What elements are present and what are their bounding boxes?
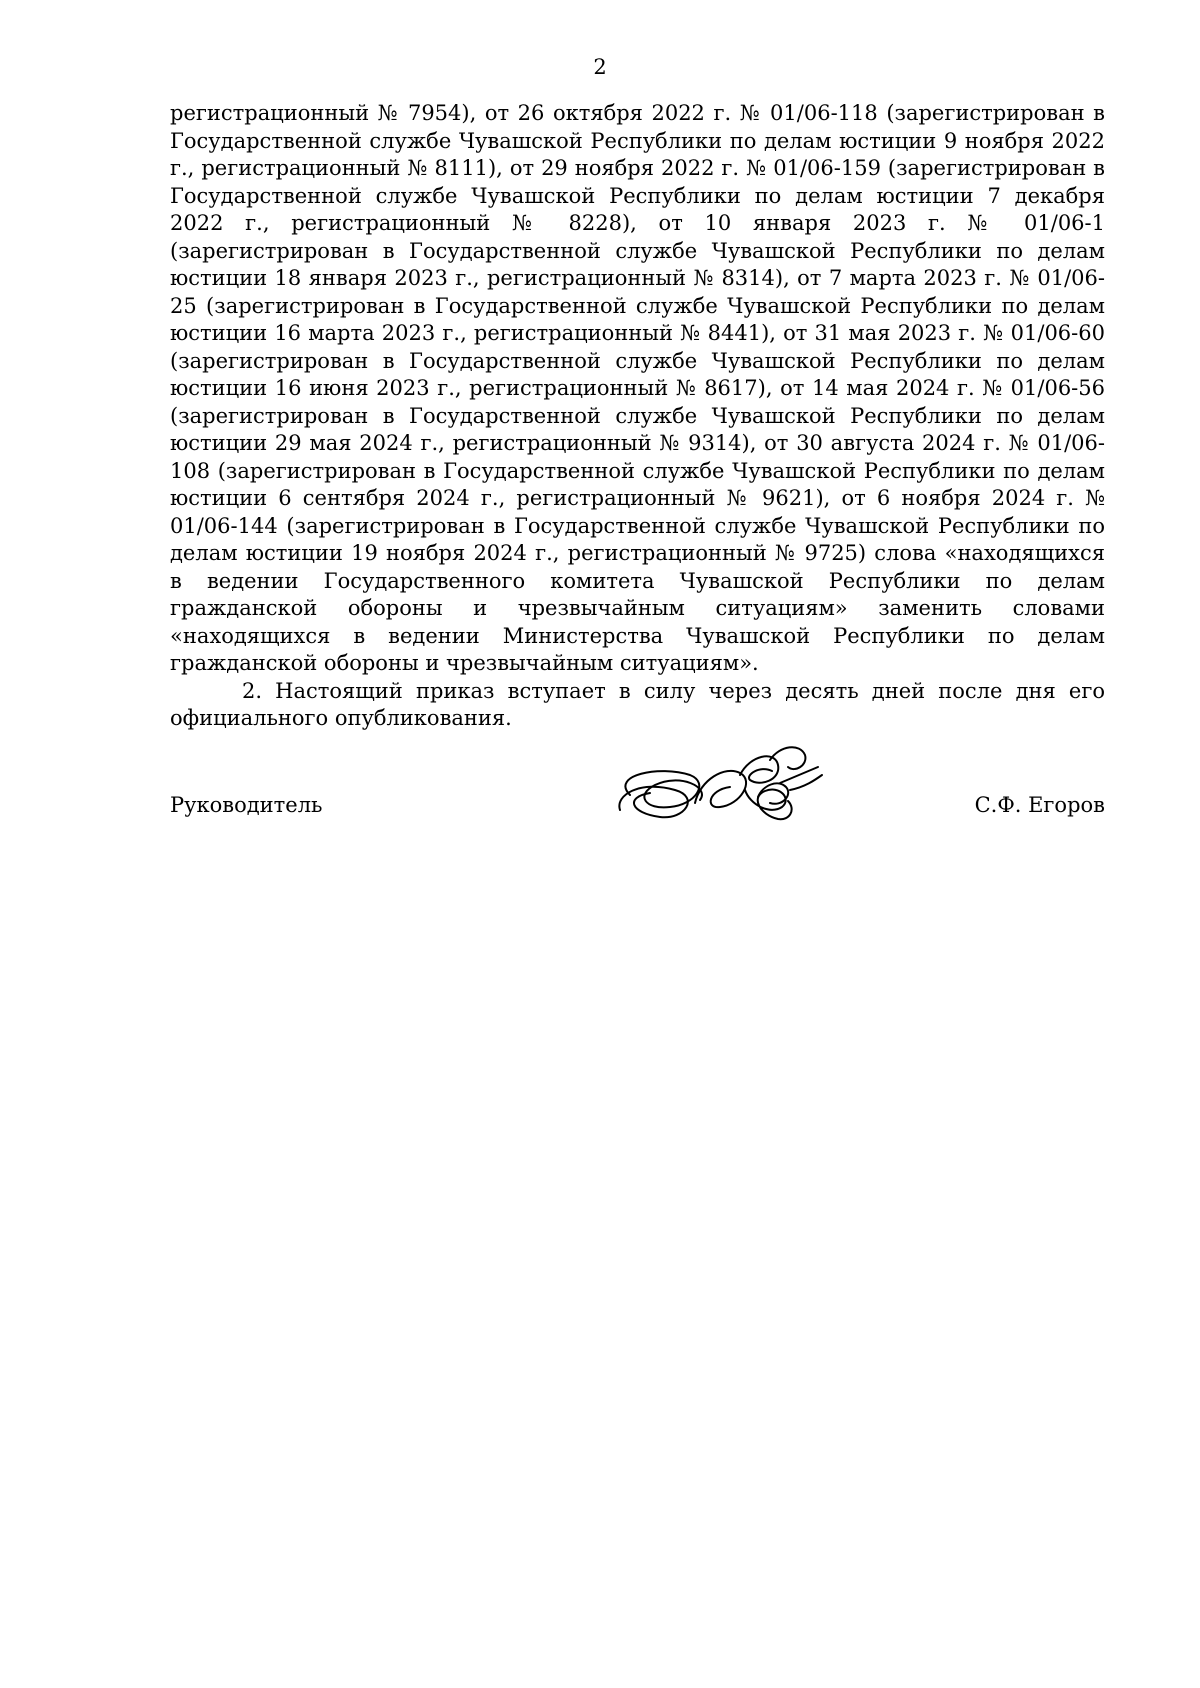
signature-block: [170, 735, 1105, 845]
signatory-name: С.Ф. Егоров: [974, 793, 1105, 817]
paragraph-continuation: регистрационный № 7954), от 26 октября 2022 г. № 01/06-118 (зарегистрирован в Государственной службе Чувашской Республики по делам юстиции 9 ноября 2022 г., регистрационный № 8111), от 29 ноября 2022 г. № 01/06-159 (зарегистрирован в Государственной службе Чувашской Республики по делам юстиции 7 декабря 2022 г., регистрационный № 8228), от 10 января 2023 г. № 01/06-1 (зарегистрирован в Государственной службе Чувашской Республики по делам юстиции 18 января 2023 г., регистрационный № 8314), от 7 марта 2023 г. № 01/06-25 (зарегистрирован в Государственной службе Чувашской Республики по делам юстиции 16 марта 2023 г., регистрационный № 8441), от 31 мая 2023 г. № 01/06-60 (зарегистрирован в Государственной службе Чувашской Республики по делам юстиции 16 июня 2023 г., регистрационный № 8617), от 14 мая 2024 г. № 01/06-56 (зарегистрирован в Государственной службе Чувашской Республики по делам юстиции 29 мая 2024 г., регистрационный № 9314), от 30 августа 2024 г. № 01/06-108 (зарегистрирован в Государственной службе Чувашской Республики по делам юстиции 6 сентября 2024 г., регистрационный № 9621), от 6 ноября 2024 г. № 01/06-144 (зарегистрирован в Государственной службе Чувашской Республики по делам юстиции 19 ноября 2024 г., регистрационный № 9725) слова «находящихся в ведении Государственного комитета Чувашской Республики по делам гражданской обороны и чрезвычайным ситуациям» заменить словами «находящихся в ведении Министерства Чувашской Республики по делам гражданской обороны и чрезвычайным ситуациям».: [170, 101, 1105, 675]
page-number: 2: [593, 55, 607, 79]
paragraph-2: 2. Настоящий приказ вступает в силу через десять дней после дня его официального опубликования.: [170, 678, 1105, 730]
handwritten-signature: [600, 735, 830, 845]
signatory-position: Руководитель: [170, 793, 323, 817]
document-body: [170, 100, 1105, 733]
